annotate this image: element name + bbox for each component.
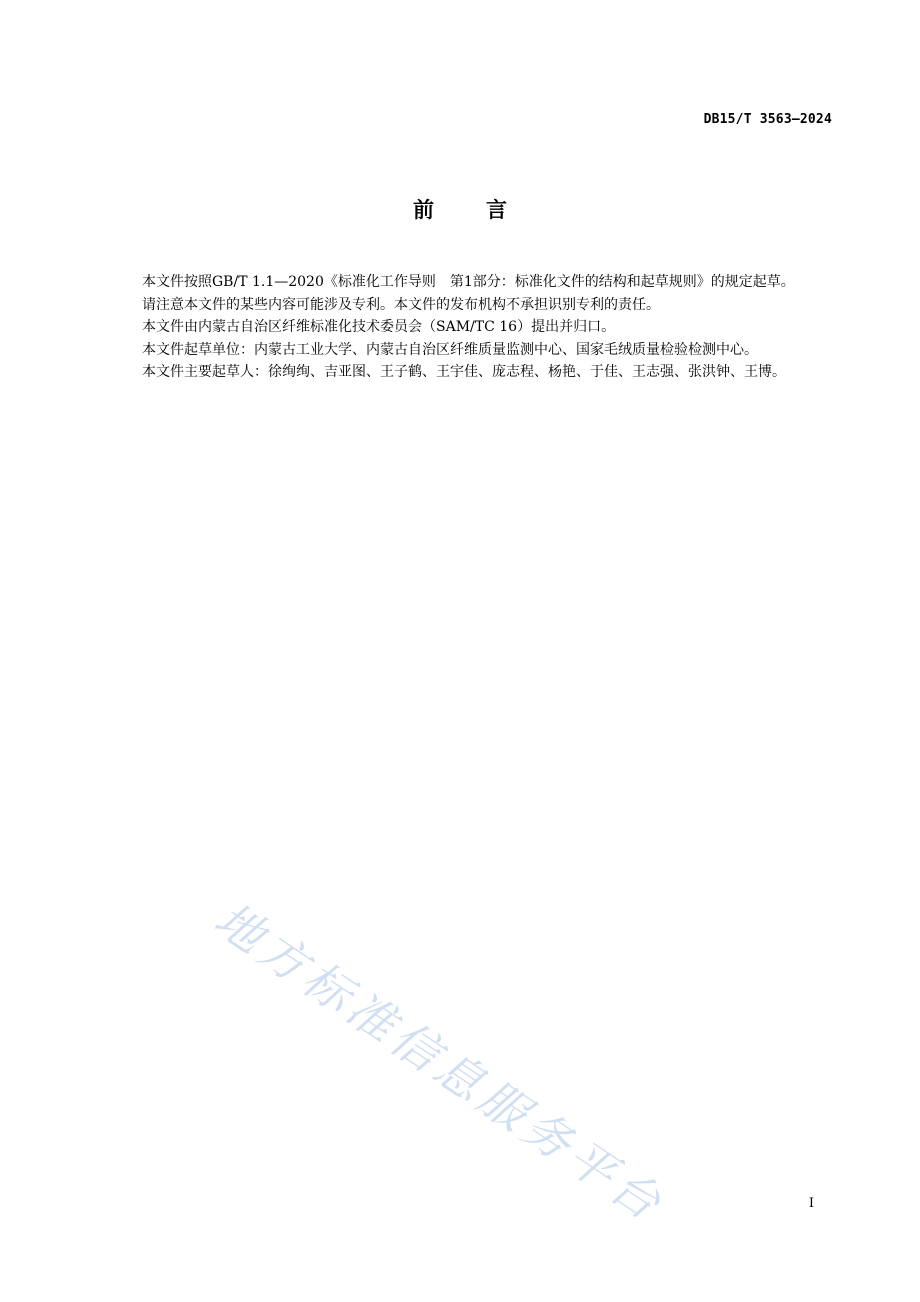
paragraph-drafting-rules: 本文件按照GB/T 1.1—2020《标准化工作导则 第1部分：标准化文件的结构和起草规则》的规定起草。	[142, 274, 795, 290]
paragraph-drafters: 本文件主要起草人：徐绚绚、吉亚图、王子鹤、王宇佳、庞志程、杨艳、于佳、王志强、张洪钟、王博。	[142, 364, 786, 380]
section-title: 前言	[413, 198, 559, 222]
standard-code: DB15/T 3563—2024	[703, 112, 832, 127]
preface-body	[110, 271, 834, 384]
page-number: I	[808, 1196, 814, 1211]
watermark: 地方标准信息服务平台	[204, 892, 675, 1234]
paragraph-drafting-units: 本文件起草单位：内蒙古工业大学、内蒙古自治区纤维质量监测中心、国家毛绒质量检验检测中心。	[142, 341, 758, 358]
paragraph-patent-notice: 请注意本文件的某些内容可能涉及专利。本文件的发布机构不承担识别专利的责任。	[142, 296, 660, 313]
paragraph-proposer: 本文件由内蒙古自治区纤维标准化技术委员会（SAM/TC 16）提出并归口。	[142, 319, 616, 335]
